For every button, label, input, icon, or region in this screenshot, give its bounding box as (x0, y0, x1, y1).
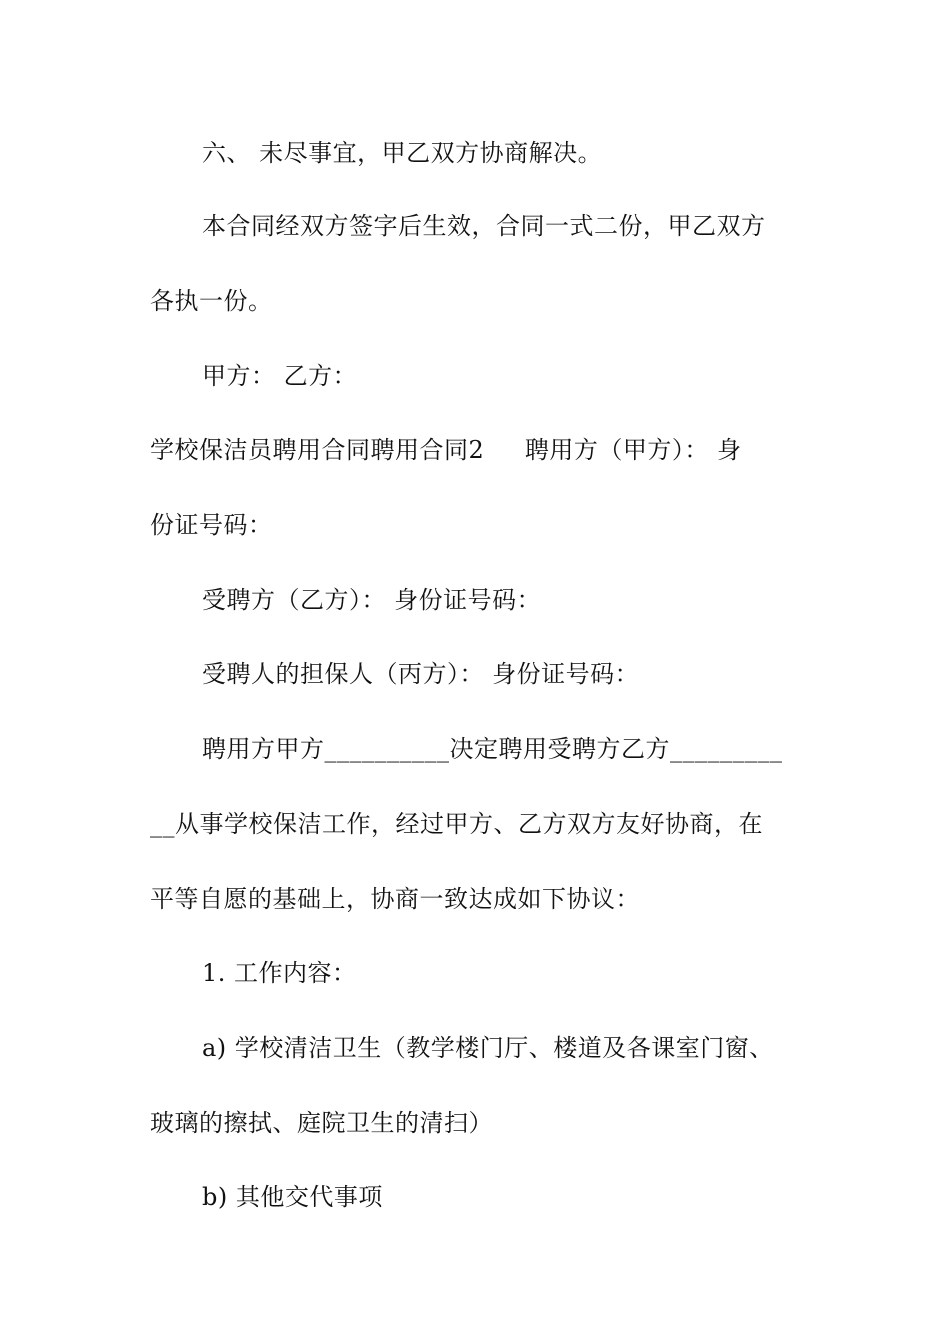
effect-clause-line-2: 各执一份。 (150, 287, 273, 315)
employment-clause-line-1: 聘用方甲方__________决定聘用受聘方乙方_________ (202, 735, 783, 763)
employment-clause-line-3: 平等自愿的基础上，协商一致达成如下协议： (150, 885, 640, 913)
work-content-heading: 1. 工作内容： (202, 959, 357, 987)
employment-clause-line-2: __从事学校保洁工作，经过甲方、乙方双方友好协商，在 (150, 810, 763, 838)
guarantor-line: 受聘人的担保人（丙方）： 身份证号码： (202, 660, 640, 688)
signature-parties-line: 甲方： 乙方： (202, 362, 358, 390)
work-item-a-line-2: 玻璃的擦拭、庭院卫生的清扫） (150, 1109, 493, 1137)
clause-six-line: 六、 未尽事宜，甲乙双方协商解决。 (202, 139, 603, 167)
effect-clause-line-1: 本合同经双方签字后生效，合同一式二份，甲乙双方 (202, 212, 766, 240)
party-b-line: 受聘方（乙方）： 身份证号码： (202, 586, 542, 614)
id-number-line: 份证号码： (150, 511, 273, 539)
contract-title-line: 学校保洁员聘用合同聘用合同2 聘用方（甲方）： 身 (150, 436, 742, 464)
work-item-a-line-1: a) 学校清洁卫生（教学楼门厅、楼道及各课室门窗、 (202, 1034, 774, 1062)
work-item-b-line: b) 其他交代事项 (202, 1183, 383, 1211)
